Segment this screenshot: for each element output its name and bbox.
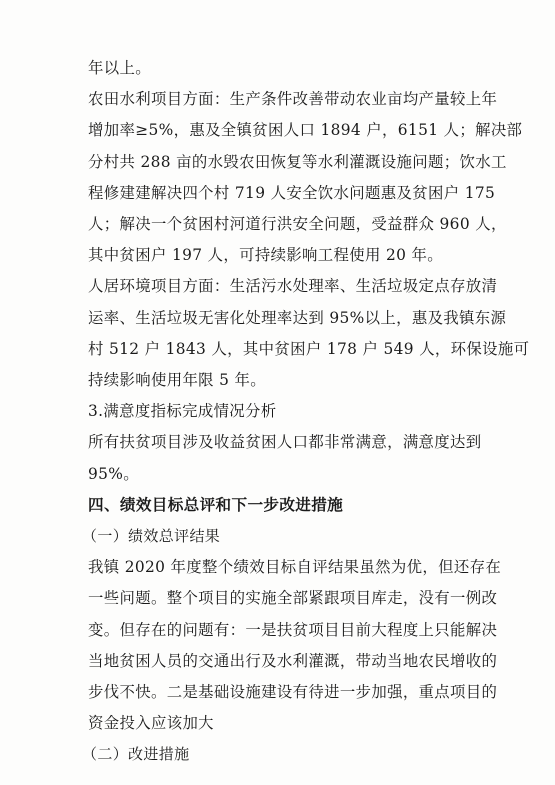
text-line: 程修建建解决四个村 719 人安全饮水问题惠及贫困户 175 [88,183,496,202]
text-line: 一些问题。整个项目的实施全部紧跟项目库走，没有一例改 [88,589,498,608]
section-heading: （一）绩效总评结果 [82,527,221,545]
text-line: 人居环境项目方面：生活污水处理率、生活垃圾定点存放清 [88,277,498,296]
text-line: 步伐不快。二是基础设施建设有待进一步加强，重点项目的 [88,683,498,701]
section-heading: （二）改进措施 [82,745,190,764]
text-line: 我镇 2020 年度整个绩效目标自评结果虽然为优，但还存在 [88,558,502,577]
text-line: 95%。 [88,464,139,483]
text-line: 所有扶贫项目涉及收益贫困人口都非常满意，满意度达到 [88,433,482,452]
text-line: 当地贫困人员的交通出行及水利灌溉，带动当地农民增收的 [88,651,498,670]
text-line: 人；解决一个贫困村河道行洪安全问题，受益群众 960 人， [88,215,507,233]
text-line: 运率、生活垃圾无害化处理率达到 95%以上，惠及我镇东源 [88,308,507,327]
text-line: 年以上。 [88,59,151,77]
text-line: 增加率≥5%，惠及全镇贫困人口 1894 户，6151 人；解决部 [88,121,523,140]
text-line: 分村共 288 亩的水毁农田恢复等水利灌溉设施问题；饮水工 [88,152,507,171]
section-heading: 3.满意度指标完成情况分析 [88,402,277,421]
text-line: 农田水利项目方面：生产条件改善带动农业亩均产量较上年 [88,90,498,109]
chapter-heading: 四、绩效目标总评和下一步改进措施 [88,495,344,514]
text-line: 变。但存在的问题有：一是扶贫项目目前大程度上只能解决 [88,620,498,639]
text-line: 村 512 户 1843 人，其中贫困户 178 户 549 人，环保设施可 [88,339,530,358]
text-line: 持续影响使用年限 5 年。 [88,371,267,389]
text-line: 其中贫困户 197 人，可持续影响工程使用 20 年。 [88,246,444,265]
text-line: 资金投入应该加大 [88,714,214,733]
